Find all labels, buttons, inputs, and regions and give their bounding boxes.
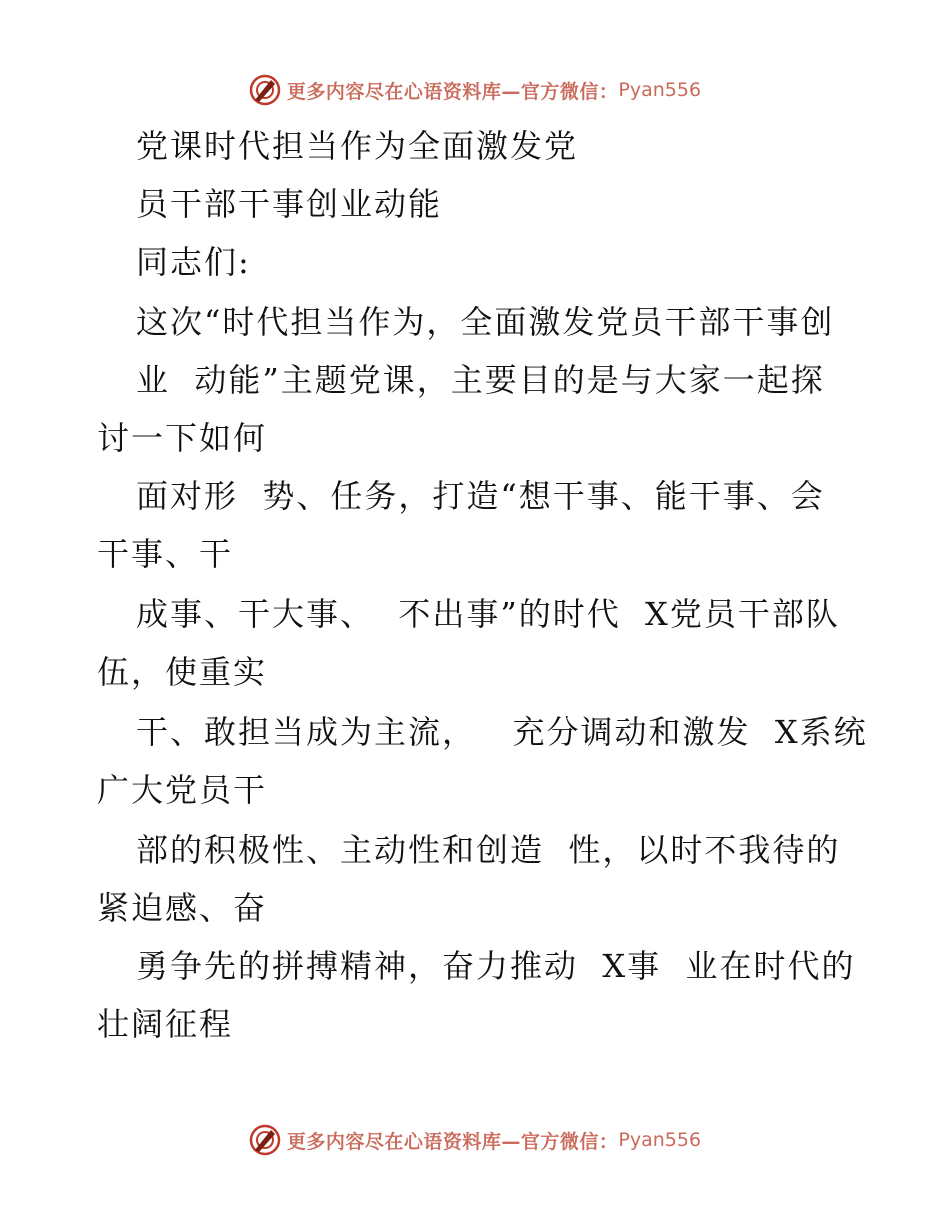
header-banner	[0, 70, 950, 110]
footer-banner-wechat-id: Pyan556	[618, 1129, 702, 1151]
paragraph-line: 成事、干大事、 不出事”的时代 X党员干部队	[136, 595, 840, 633]
footer-banner-text: 更多内容尽在心语资料库—官方微信：	[286, 1130, 619, 1153]
footer-banner	[0, 1120, 950, 1160]
header-banner-wechat-id: Pyan556	[618, 79, 702, 101]
header-banner-text: 更多内容尽在心语资料库—官方微信：	[286, 80, 619, 103]
paragraph-line: 业 动能”主题党课，主要目的是与大家一起探	[136, 361, 825, 399]
paragraph-line: 广大党员干	[97, 771, 268, 809]
paragraph-line: 干、敢担当成为主流， 充分调动和激发 X系统	[136, 713, 868, 751]
paragraph-line: 部的积极性、主动性和创造 性，以时不我待的	[136, 831, 841, 869]
salutation: 同志们:	[136, 243, 251, 281]
paragraph-line: 勇争先的拼搏精神，奋力推动 X事 业在时代的	[136, 947, 856, 985]
paragraph-line: 讨一下如何	[97, 419, 268, 457]
paragraph-line: 壮阔征程	[97, 1005, 234, 1043]
paragraph-line: 干事、干	[97, 535, 234, 573]
paragraph-line: 伍，使重实	[97, 653, 268, 691]
paragraph-line: 紧迫感、奋	[97, 889, 268, 927]
quill-logo-icon	[249, 74, 281, 106]
paragraph-line: 这次“时代担当作为，全面激发党员干部干事创	[136, 303, 835, 341]
title-line-1: 党课时代担当作为全面激发党	[136, 127, 579, 165]
paragraph-line: 面对形 势、任务，打造“想干事、能干事、会	[136, 477, 825, 515]
title-line-2: 员干部干事创业动能	[136, 185, 443, 223]
quill-logo-icon	[249, 1124, 281, 1156]
